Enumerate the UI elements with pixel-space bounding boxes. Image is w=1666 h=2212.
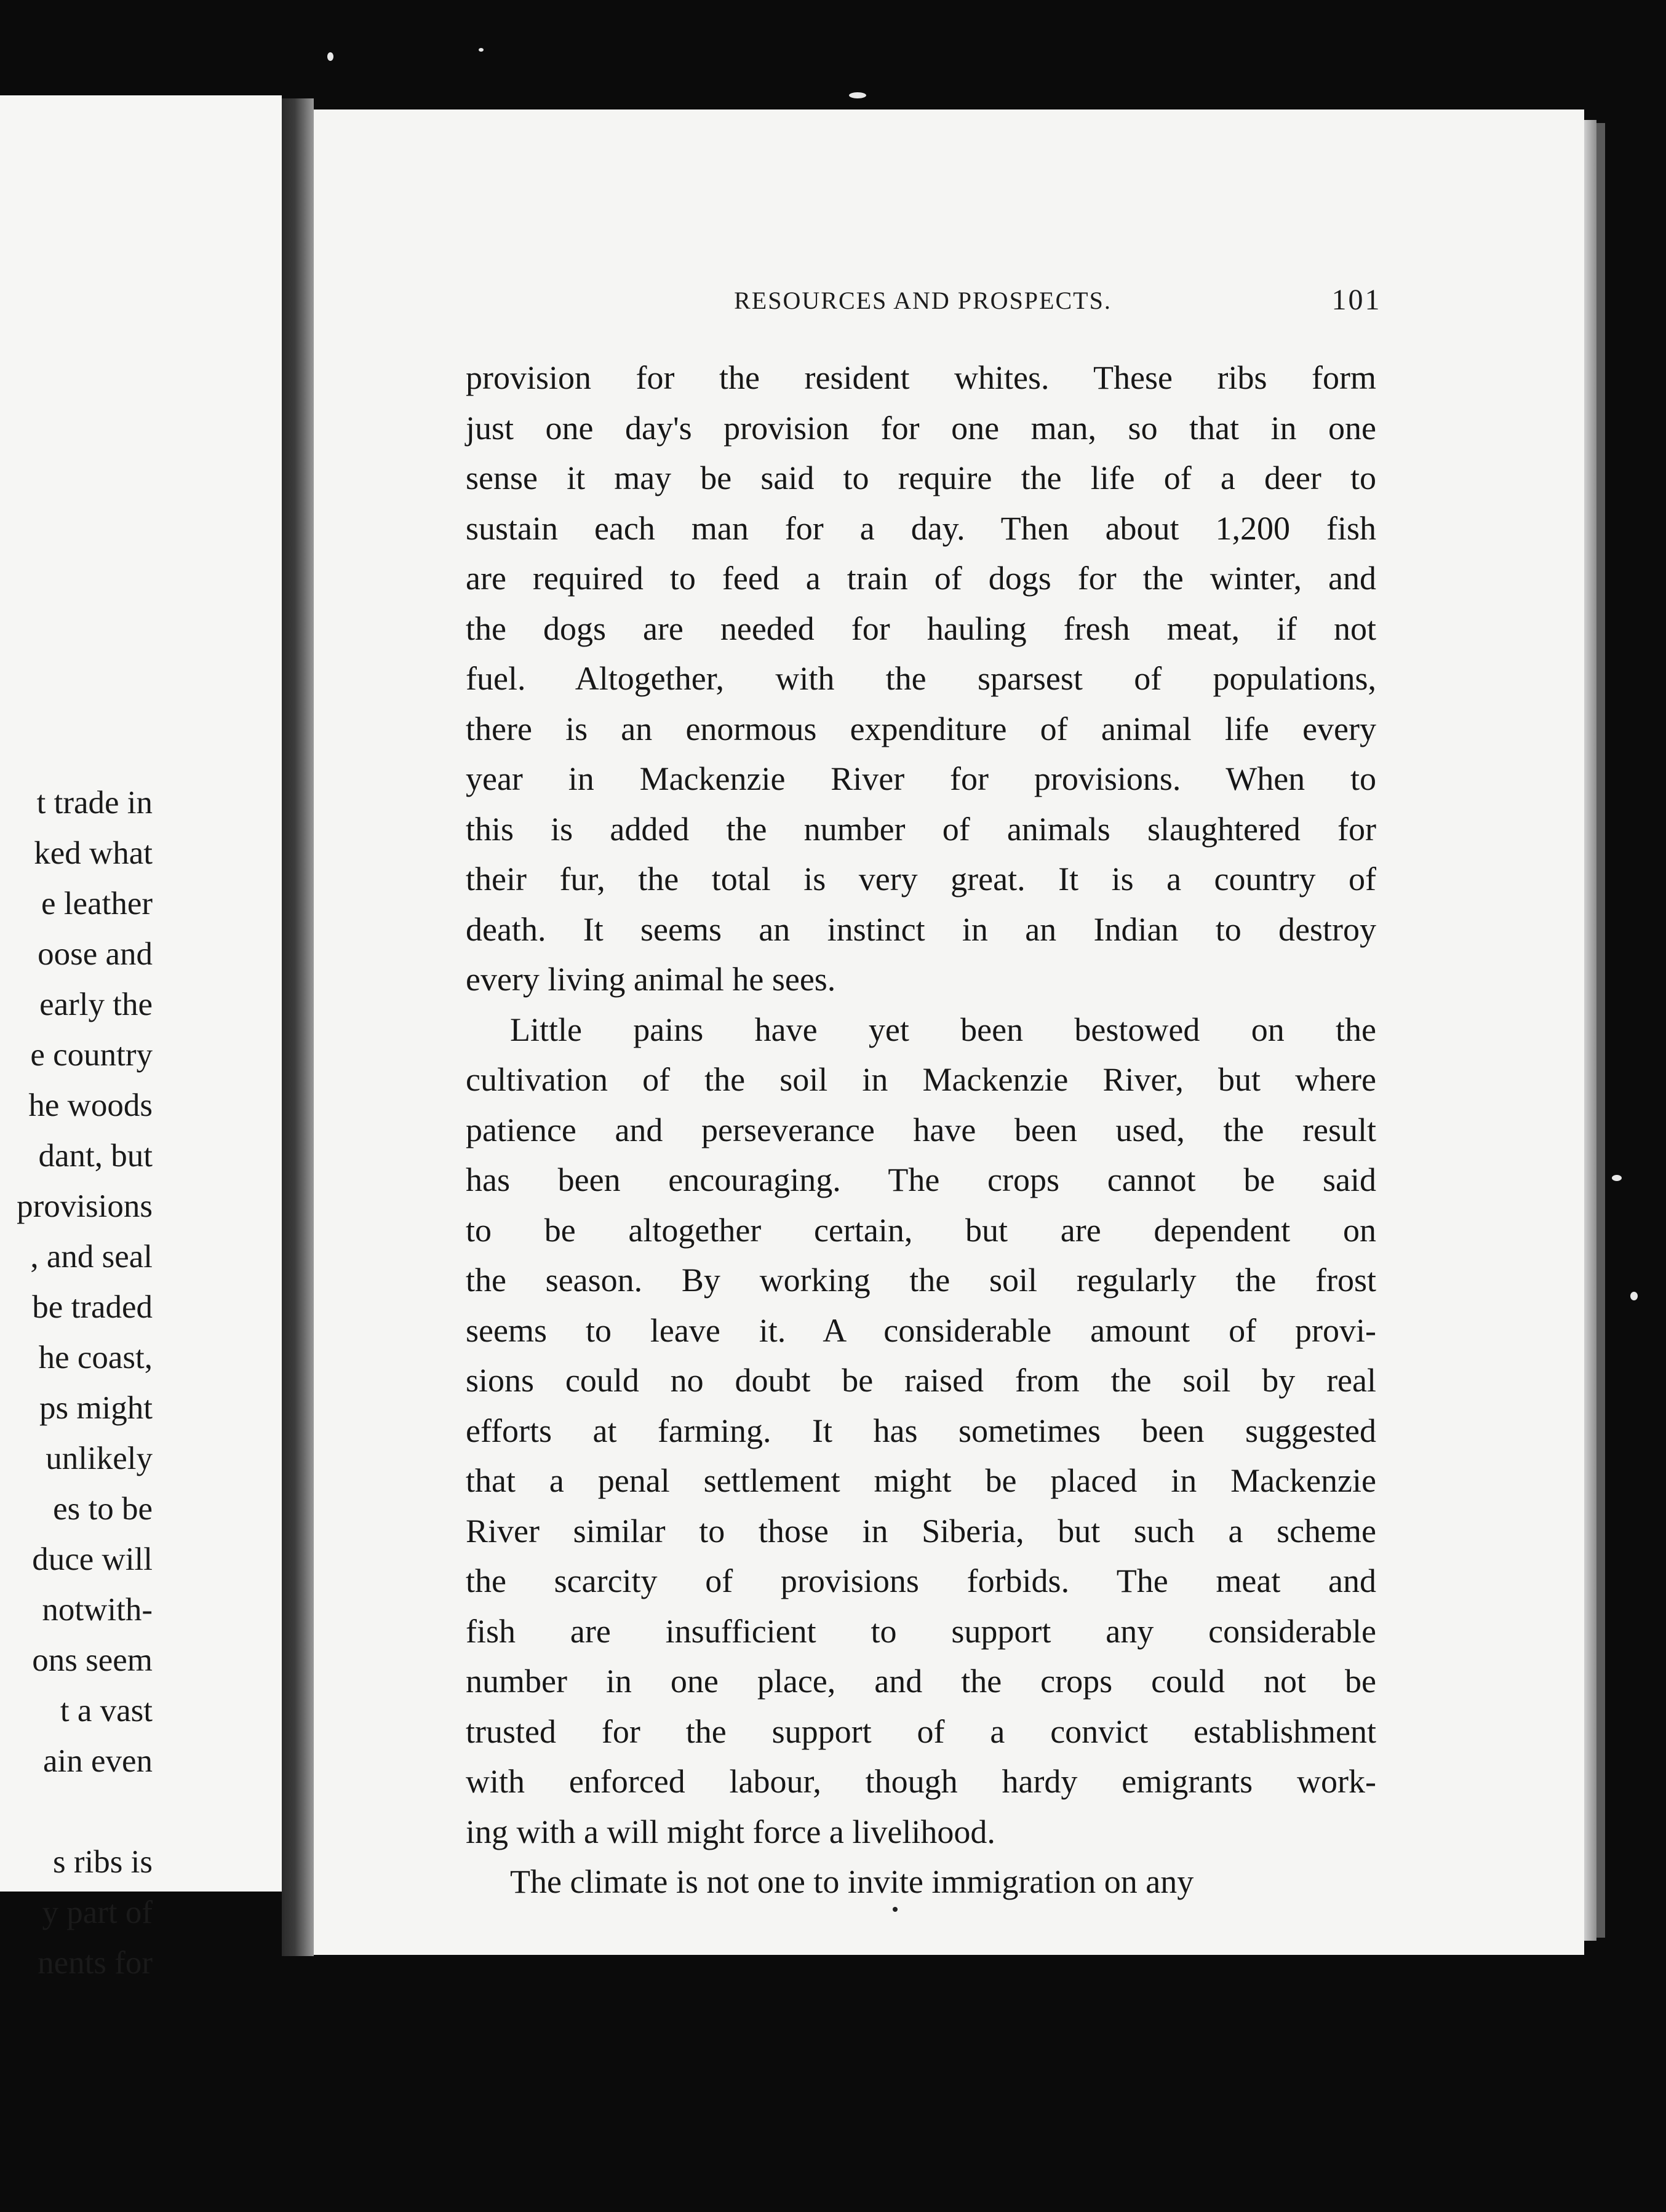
- scan-speck: [327, 52, 333, 61]
- page-edge: [1584, 120, 1596, 1941]
- left-page-line: notwith-: [42, 1592, 153, 1628]
- left-page-line: unlikely: [46, 1441, 153, 1476]
- left-page-line: oose and: [38, 936, 153, 972]
- left-page-line: ons seem: [32, 1642, 153, 1678]
- text-line: the season. By working the soil regularly the frost: [466, 1262, 1376, 1299]
- text-line: the dogs are needed for hauling fresh meat, if not: [466, 610, 1376, 647]
- left-page-line: he woods: [28, 1088, 153, 1123]
- scan-speck: [1612, 1175, 1622, 1181]
- text-line: number in one place, and the crops could not be: [466, 1663, 1376, 1700]
- page-mark: [893, 1907, 898, 1912]
- left-page-line: s ribs is: [53, 1844, 153, 1880]
- left-page-line: ain even: [42, 1743, 153, 1779]
- text-line: has been encouraging. The crops cannot be said: [466, 1161, 1376, 1198]
- left-page-line: e leather: [41, 886, 153, 921]
- scan-speck: [849, 92, 866, 98]
- scan-speck: [1630, 1292, 1638, 1300]
- text-line: River similar to those in Siberia, but such a scheme: [466, 1512, 1376, 1550]
- scan-speck: [479, 48, 484, 52]
- text-line: there is an enormous expenditure of animal life every: [466, 710, 1376, 747]
- left-page-line: , and seal: [30, 1239, 153, 1275]
- page-edge-shadow: [1596, 123, 1605, 1938]
- text-line: seems to leave it. A considerable amount of provi-: [466, 1311, 1376, 1349]
- text-line: just one day's provision for one man, so that in one: [466, 409, 1376, 447]
- text-line: their fur, the total is very great. It is a country of: [466, 861, 1376, 897]
- text-line: with enforced labour, though hardy emigrants work-: [466, 1763, 1376, 1800]
- text-line: every living animal he sees.: [466, 961, 836, 998]
- left-page-line: es to be: [53, 1491, 153, 1527]
- left-page-line: ked what: [34, 835, 153, 871]
- text-line: Little pains have yet been bestowed on the: [510, 1011, 1376, 1048]
- text-line: The climate is not one to invite immigration on any: [510, 1863, 1194, 1900]
- text-line: sions could no doubt be raised from the soil by real: [466, 1362, 1376, 1399]
- left-page-line: t a vast: [60, 1693, 153, 1729]
- text-line: sustain each man for a day. Then about 1,200 fish: [466, 509, 1376, 547]
- text-line: to be altogether certain, but are dependent on: [466, 1211, 1376, 1249]
- text-line: ing with a will might force a livelihood.: [466, 1813, 995, 1850]
- text-line: provision for the resident whites. These ribs form: [466, 359, 1376, 396]
- text-line: death. It seems an instinct in an Indian to destroy: [466, 910, 1376, 948]
- left-page-line: y part of: [42, 1895, 153, 1930]
- text-line: this is added the number of animals slaughtered for: [466, 810, 1376, 848]
- left-page-line: ps might: [39, 1390, 153, 1426]
- left-page-line: early the: [39, 987, 153, 1022]
- left-page-line: provisions: [17, 1188, 153, 1224]
- left-page-line: dant, but: [38, 1138, 153, 1174]
- left-page-line: be traded: [32, 1289, 153, 1325]
- left-page-line: nents for: [38, 1945, 153, 1981]
- text-line: sense it may be said to require the life of a deer to: [466, 460, 1376, 496]
- left-page-line: t trade in: [36, 785, 153, 821]
- text-line: patience and perseverance have been used, the result: [466, 1111, 1376, 1148]
- text-line: cultivation of the soil in Mackenzie River, but where: [466, 1061, 1376, 1098]
- text-line: fuel. Altogether, with the sparsest of populations,: [466, 660, 1376, 697]
- book-gutter: [282, 98, 314, 1956]
- text-line: the scarcity of provisions forbids. The meat and: [466, 1562, 1376, 1599]
- left-page-line: duce will: [32, 1542, 153, 1577]
- facing-page-left: [0, 95, 282, 1981]
- text-line: fish are insufficient to support any considerable: [466, 1612, 1376, 1650]
- text-line: year in Mackenzie River for provisions. When to: [466, 760, 1376, 797]
- left-page-line: he coast,: [38, 1340, 153, 1375]
- text-line: are required to feed a train of dogs for the winter, and: [466, 560, 1376, 597]
- page-number: 101: [1331, 284, 1382, 316]
- left-page-line: e country: [30, 1037, 153, 1073]
- running-head: RESOURCES AND PROSPECTS.: [734, 287, 1112, 314]
- body-text: [466, 353, 1376, 1908]
- text-line: efforts at farming. It has sometimes been suggested: [466, 1412, 1376, 1449]
- text-line: trusted for the support of a convict establishment: [466, 1713, 1376, 1750]
- text-line: that a penal settlement might be placed in Mackenzie: [466, 1462, 1376, 1499]
